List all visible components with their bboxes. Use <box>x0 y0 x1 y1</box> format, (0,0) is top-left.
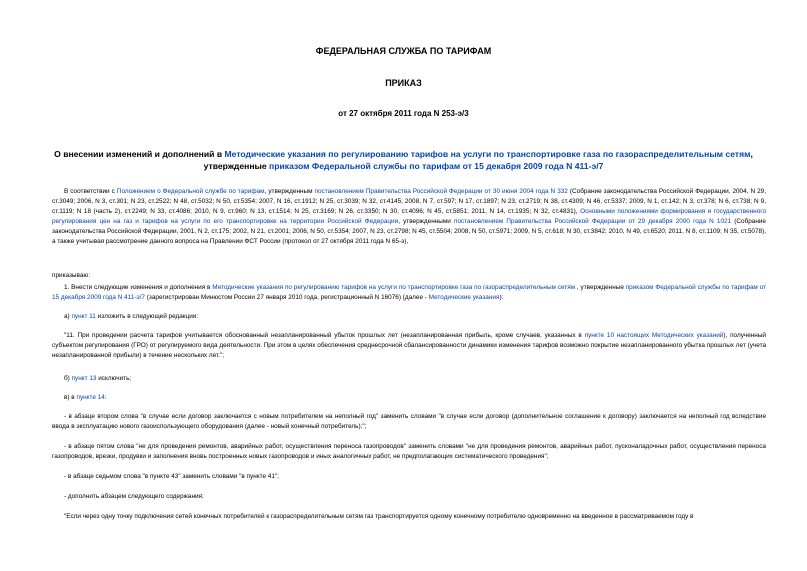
link-order-411[interactable]: приказом Федеральной службы по тарифам от 15 декабря 2009 года N 411-э/7 <box>52 284 766 302</box>
link-basic-provisions[interactable]: Основными положениями формирования и государственного регулирования цен на газ и тарифов на услуги по его транспортировке на территории Российской Федерации <box>52 208 766 226</box>
point-11-text-b: ), полученный субъектом регулирования (ГРО) от регулируемого вида деятельности. При этом в целях обеспечения среднесрочной сбалансированности динамики изменения тарифов возможно покрытие незапланированного убытка прошлых лет (учета незапланированной прибыли) в течение нескольких лет."; <box>52 332 767 360</box>
sub-item-c-text: : <box>104 394 107 401</box>
preamble-text-c: (Собрание законодательства Российской Федерации, 2004, N 29, ст.3049; 2006, N 3, ст.301; N 23, ст.2522; N 48, ст.5032; N 50, ст.5354; 2007, N 16, ст.1912; N 25, ст.3039; N 32, ст.4145; 2008, N 7, ст.597; N 17, ст.1897; N 23, ст.2719; N 38, ст.4309; N 46, ст.5337; 2009, N 1, ст.142; N 3, ст.378; N 6, ст.738; N 9, ст.1119; N 18 (часть 2), ст.2249; N 33, ст.4086; 2010, N 9, ст.960; N 13, ст.1514; N 25, ст.3169; N 26, ст.3350; N 30, ст.4096; N 45, ст.5851; 2011, N 14, ст.1935; N 32, ст.4831), <box>52 188 766 216</box>
amendment-add-paragraph: - дополнить абзацем следующего содержания: <box>64 493 204 500</box>
title-link-guidelines[interactable]: Методические указания по регулированию тарифов на услуги по транспортировке газа по газораспределительным сетям <box>224 149 751 159</box>
document-title <box>40 148 767 172</box>
amendment-paragraph-2: - в абзаце втором слова "в случае если договор заключается с новым потребителем на неполный год" заменить словами "в случае если договор (дополнительное соглашение к договору) заключается на неполный год вследствие ввода в эксплуатацию нового газоиспользующего оборудования (далее - новый конечный потребитель);"; <box>52 413 766 431</box>
sub-item-b-text: исключить; <box>96 375 132 382</box>
sub-item-b-prefix: б) <box>64 375 72 382</box>
link-point-13[interactable]: пункт 13 <box>71 375 97 382</box>
sub-item-a-text: изложить в следующей редакции: <box>95 313 199 320</box>
date-number-heading: от 27 октября 2011 года N 253-э/3 <box>338 109 469 118</box>
amendment-paragraph-7: - в абзаце седьмом слова "в пункте 43" заменить словами "в пункте 41"; <box>64 473 279 480</box>
link-decree-332[interactable]: постановлением Правительства Российской Федерации от 30 июня 2004 года N 332 <box>314 188 568 195</box>
sub-item-b <box>52 374 766 384</box>
item-1-text-a: 1. Внести следующие изменения и дополнения в <box>64 284 213 291</box>
order-word: приказываю: <box>52 272 90 279</box>
preamble-text-b: , утвержденным <box>264 188 315 195</box>
preamble-text-e: (Собрание законодательства Российской Федерации, 2001, N 2, ст.175; 2002, N 21, ст.2001; 2006, N 50, ст.5354; 2007, N 23, ст.2798; N 45, ст.5504; 2008, N 50, ст.5971; 2009, N 5, ст.618; N 30, ст.3842; 2010, N 49, ст.6520; 2011, N 8, ст.1109; N 35, ст.5078), а также учитывая рассмотрение данного вопроса на Правлении ФСТ России (протокол от 27 октября 2011 года N 65-э), <box>52 218 766 246</box>
item-1-paragraph <box>52 283 766 303</box>
doc-type-heading: ПРИКАЗ <box>385 78 422 88</box>
sub-item-a <box>52 312 766 322</box>
amendment-paragraph-5: - в абзаце пятом слова "не для проведения ремонтов, аварийных работ, осуществления переноса газопроводов" заменить словами "не для проведения ремонтов, аварийных работ, пусконаладочных работ, осуществления переноса газопроводов, врезки, продувки и заполнения вновь построенных новых газопроводов и иных аналогичных работ, не предполагающих систематического проведения"; <box>52 443 766 461</box>
link-guidelines[interactable]: Методические указания по регулированию тарифов на услуги по транспортировке газа по газораспределительным сетям <box>212 284 576 291</box>
item-1-text-b: , утвержденные <box>575 284 626 291</box>
link-guidelines-short[interactable]: Методические указания <box>428 294 500 302</box>
item-1-text-c: (зарегистрирован Минюстом России 27 января 2010 года, регистрационный N 16076) (далее - <box>145 294 429 302</box>
item-1-text-d: ): <box>499 294 504 302</box>
link-decree-1021[interactable]: постановлением Правительства Российской Федерации от 29 декабря 2000 года N 1021 <box>453 218 732 226</box>
point-11-text-a: "11. При проведении расчета тарифов учитывается обоснованный незапланированный убыток прошлых лет (незапланированная прибыль, кроме случаев, указанных в <box>64 332 585 339</box>
new-paragraph-text: "Если через одну точку подключения сетей конечных потребителей к газораспределительным сетям газ транспортируется одному конечному потребителю одновременно на введенное в рассматриваемом году в <box>64 513 694 520</box>
point-11-text <box>52 331 766 361</box>
sub-item-c <box>52 393 766 403</box>
preamble-text-d: , утвержденными <box>398 218 454 226</box>
link-point-14[interactable]: пункте 14 <box>76 394 105 401</box>
link-point-11[interactable]: пункт 11 <box>71 313 96 320</box>
link-point-10[interactable]: пункте 10 настоящих Методических указаний <box>584 332 724 339</box>
preamble-paragraph <box>52 187 766 248</box>
sub-item-c-prefix: в) в <box>64 394 77 401</box>
sub-item-a-prefix: а) <box>64 313 72 320</box>
preamble-text-a: В соответствии с <box>64 188 117 195</box>
link-fst-regulation[interactable]: Положением о Федеральной службе по тарифам <box>116 188 265 195</box>
title-text-2: , утвержденные <box>203 149 753 171</box>
title-text-1: О внесении изменений и дополнений в <box>54 149 225 159</box>
title-link-order[interactable]: приказом Федеральной службы по тарифам от 15 декабря 2009 года N 411-э/7 <box>269 161 604 171</box>
agency-heading: ФЕДЕРАЛЬНАЯ СЛУЖБА ПО ТАРИФАМ <box>315 46 492 56</box>
